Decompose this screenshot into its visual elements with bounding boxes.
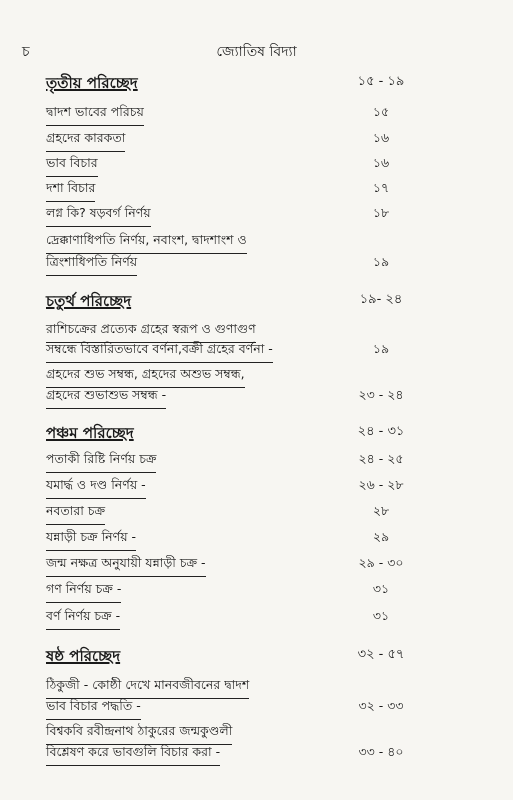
entry-page: ১৬ xyxy=(372,130,390,145)
entry-page: ১৬ xyxy=(372,155,390,170)
entry-page: ৩৩ - ৪০ xyxy=(358,744,404,759)
entry-page: ৩১ xyxy=(372,581,390,596)
entry-page: ২৯ - ৩০ xyxy=(358,555,404,570)
entry-label-line: বিশ্লেষণ করে ভাবগুলি বিচার করা - xyxy=(46,744,220,766)
chapter-title: তৃতীয় পরিচ্ছেদ xyxy=(46,74,138,92)
entry-page: ২৯ xyxy=(372,529,390,544)
chapter-pages: ১৯- ২৪ xyxy=(359,292,403,307)
entry-page: ১৭ xyxy=(372,180,390,195)
entry-label: যন্নাড়ী চক্র নির্ণয় - xyxy=(46,529,136,551)
entry-page: ২৩ - ২৪ xyxy=(358,387,404,402)
entry-label: নবতারা চক্র xyxy=(46,503,105,525)
entry-label: লগ্ন কি? ষড়বর্গ নির্ণয় xyxy=(46,205,151,227)
entry-label: ভাব বিচার xyxy=(46,155,98,177)
page-header xyxy=(0,40,513,60)
entry-label-line: গ্রহদের শুভাশুভ সম্বন্ধ - xyxy=(46,387,166,409)
entry-page: ২৮ xyxy=(372,503,390,518)
entry-label-line: রাশিচক্রের প্রত্যেক গ্রহের স্বরূপ ও গুণাগুণ xyxy=(46,321,256,343)
entry-label: দশা বিচার xyxy=(46,180,95,202)
entry-label-line: ঠিকুজী - কোষ্ঠী দেখে মানবজীবনের দ্বাদশ xyxy=(46,677,249,699)
chapter-title: পঞ্চম পরিচ্ছেদ xyxy=(46,424,134,442)
entry-page: ২৬ - ২৮ xyxy=(358,477,404,492)
entry-page: ১৯ xyxy=(372,341,390,356)
entry-page: ১৯ xyxy=(372,254,390,269)
chapter-pages: ১৫ - ১৯ xyxy=(357,74,405,89)
chapter-pages: ২৪ - ৩১ xyxy=(357,424,405,439)
entry-label-line: গ্রহদের শুভ সম্বন্ধ, গ্রহদের অশুভ সম্বন্ধ, xyxy=(46,366,245,388)
entry-label: পতাকী রিষ্টি নির্ণয় চক্র xyxy=(46,451,156,473)
chapter-title: চতুর্থ পরিচ্ছেদ xyxy=(46,292,132,310)
entry-page: ৩১ xyxy=(372,608,390,623)
entry-label-line: বিশ্বকবি রবীন্দ্রনাথ ঠাকুরের জন্মকুণ্ডলী xyxy=(46,723,232,745)
entry-label-line: ভাব বিচার পদ্ধতি - xyxy=(46,698,141,720)
entry-label-line: সম্বন্ধে বিস্তারিতভাবে বর্ণনা,বক্রী গ্রহের বর্ণনা - xyxy=(46,341,273,363)
chapter-pages: ৩২ - ৫৭ xyxy=(357,647,405,662)
entry-label: গণ নির্ণয় চক্র - xyxy=(46,581,121,603)
entry-label-line: ত্রিংশাধিপতি নির্ণয় xyxy=(46,254,137,276)
entry-label: যমার্দ্ধ ও দণ্ড নির্ণয় - xyxy=(46,477,146,499)
entry-label-line: দ্রেক্কাণাধিপতি নির্ণয়, নবাংশ, দ্বাদশাংশ ও xyxy=(46,232,247,254)
entry-page: ১৮ xyxy=(372,205,390,220)
entry-label: জন্ম নক্ষত্র অনুযায়ী যন্নাড়ী চক্র - xyxy=(46,555,206,577)
entry-label: দ্বাদশ ভাবের পরিচয় xyxy=(46,104,144,126)
entry-label: গ্রহদের কারকতা xyxy=(46,130,125,152)
chapter-title: ষষ্ঠ পরিচ্ছেদ xyxy=(46,647,121,665)
entry-page: ২৪ - ২৫ xyxy=(358,451,404,466)
entry-page: ৩২ - ৩৩ xyxy=(358,698,404,713)
entry-page: ১৫ xyxy=(372,104,390,119)
page-number: চ xyxy=(22,44,30,60)
entry-label: বর্ণ নির্ণয় চক্র - xyxy=(46,608,120,630)
book-title: জ্যোতিষ বিদ্যা xyxy=(216,44,297,60)
